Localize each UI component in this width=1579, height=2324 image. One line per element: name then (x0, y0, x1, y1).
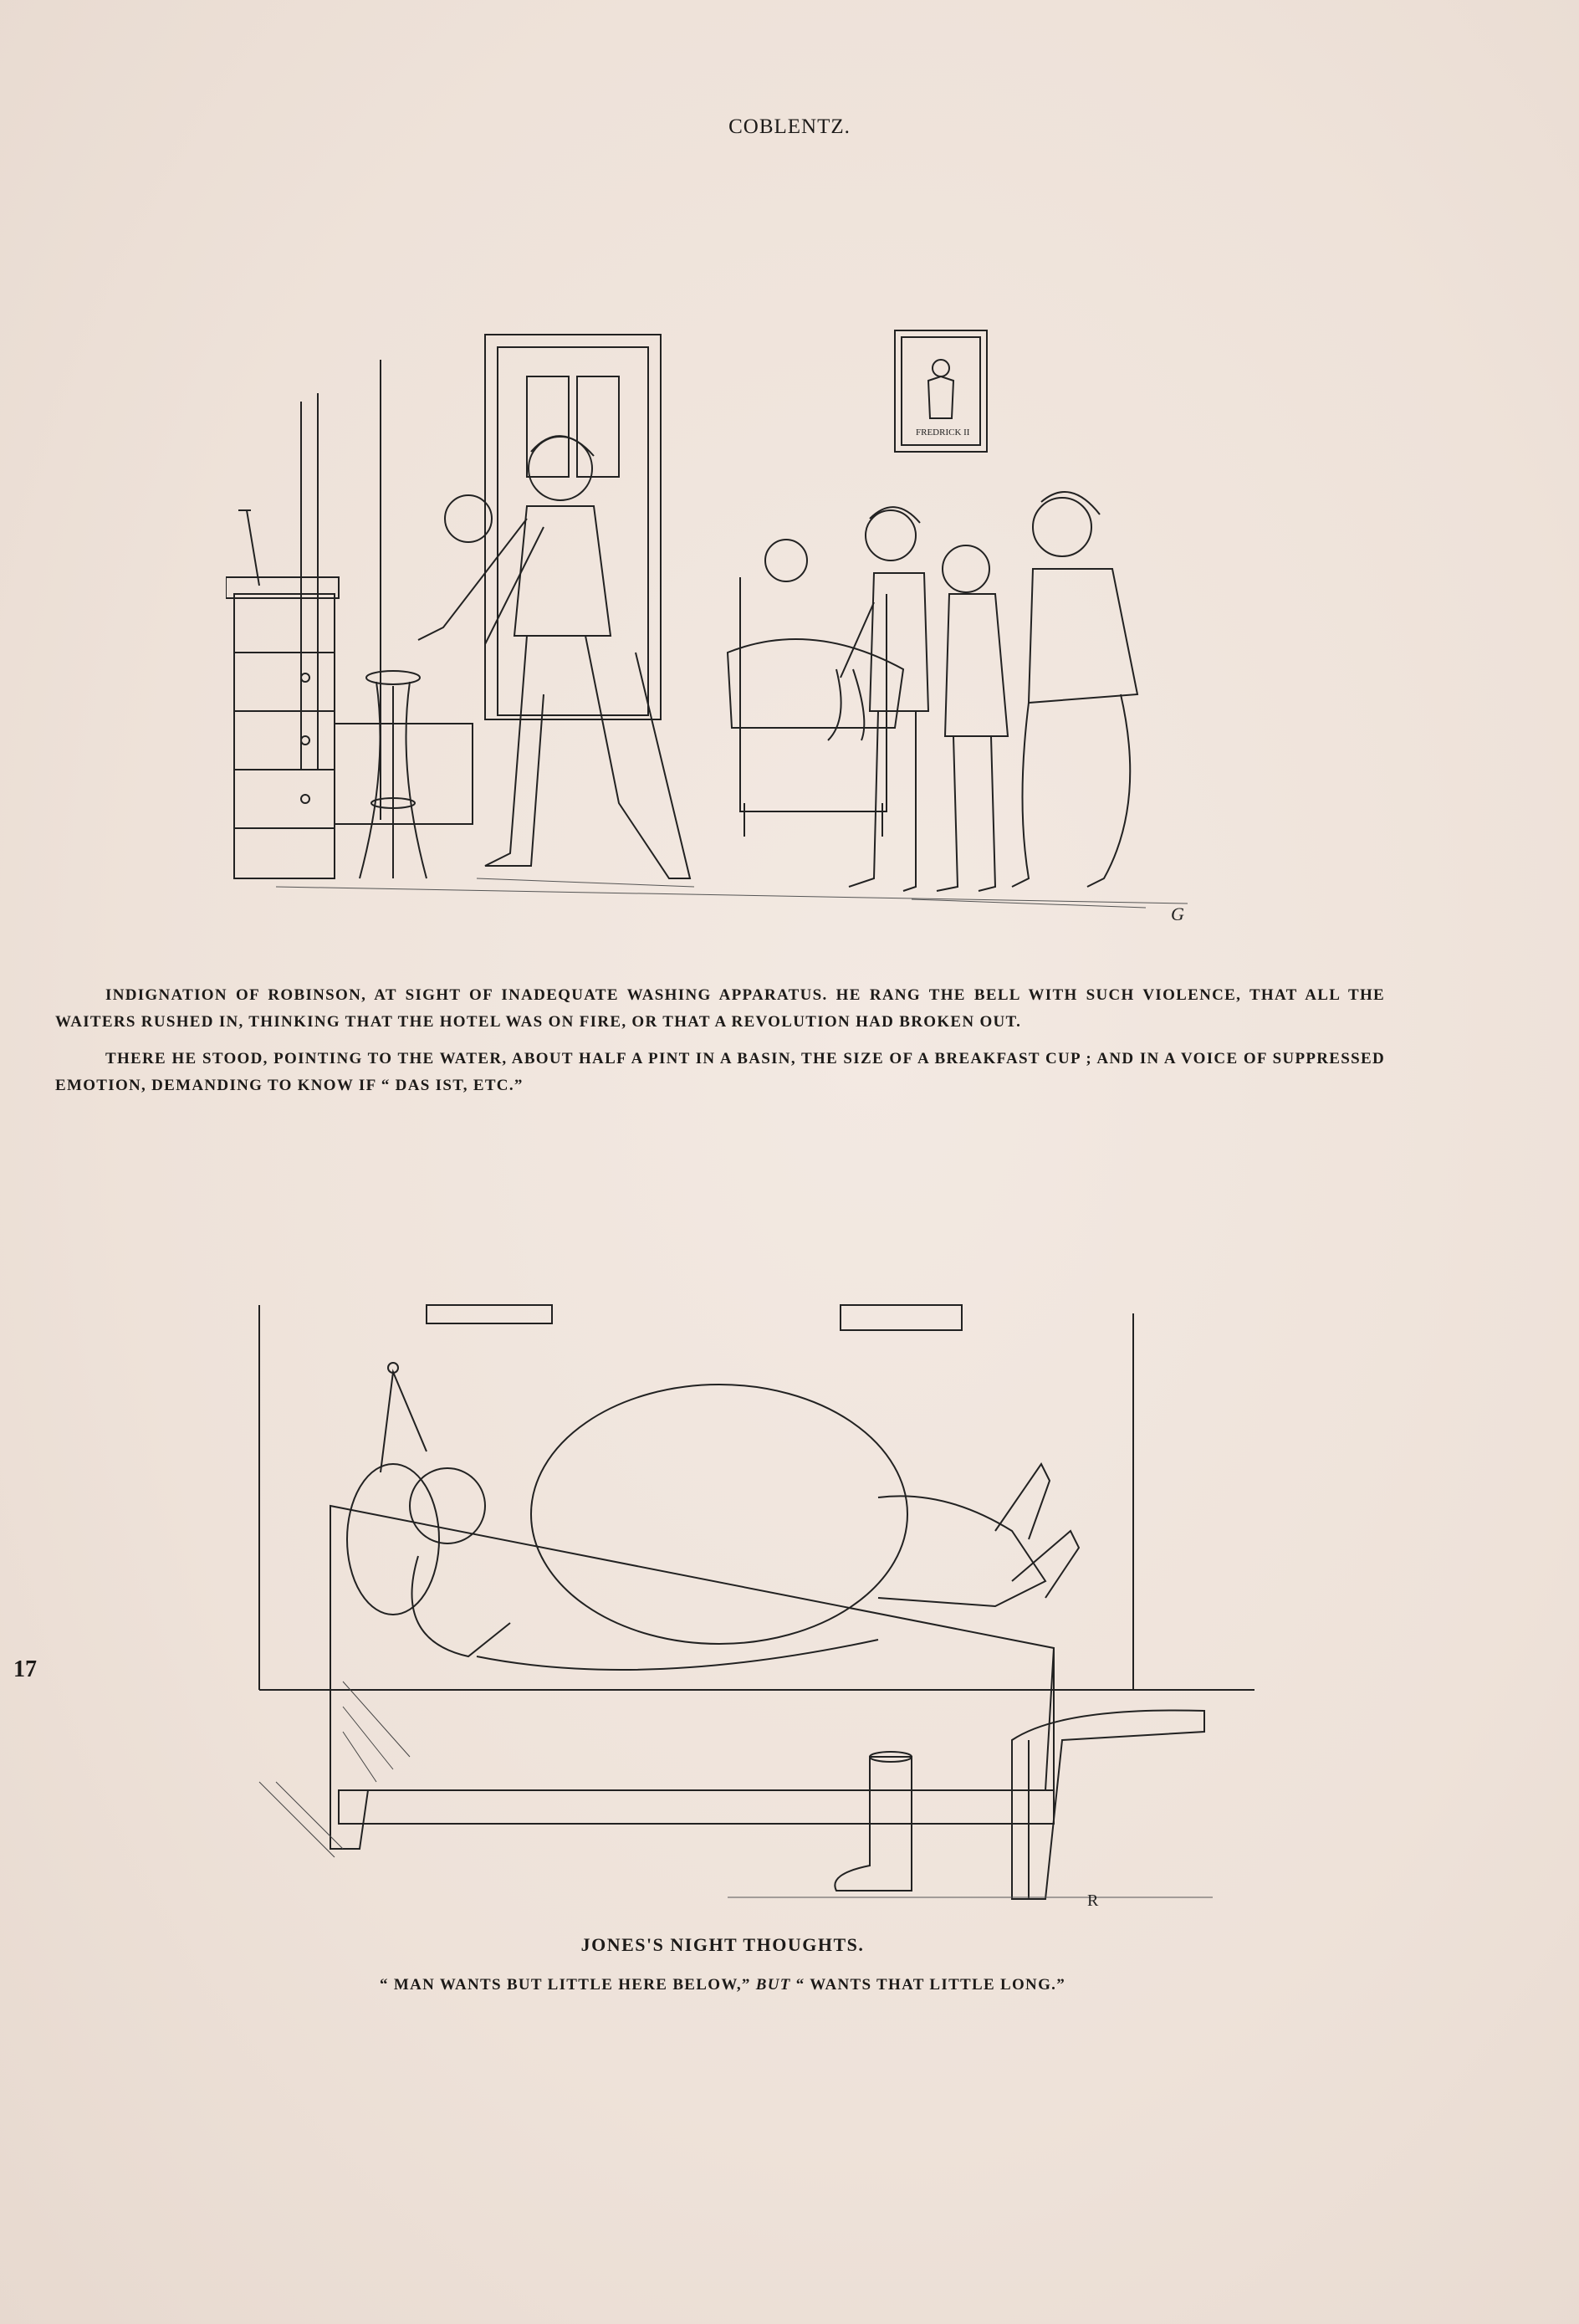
jones-figure (381, 1363, 1079, 1670)
illustration-jones-in-bed (226, 1288, 1263, 1907)
wall-shelf-right (841, 1305, 962, 1330)
waiter-2 (937, 545, 1008, 891)
trunk (335, 724, 473, 824)
washstand (360, 671, 427, 878)
wall-shelf-left (427, 1305, 552, 1323)
quote-part-1: “ MAN WANTS BUT LITTLE HERE BELOW,” (379, 1976, 751, 1994)
caption-quote-jones (0, 1976, 1445, 1994)
robinson-figure (418, 436, 690, 878)
artist-signature-1: G (1171, 903, 1184, 924)
chair (1012, 1710, 1204, 1899)
pillow (347, 1464, 439, 1615)
page-number: 17 (13, 1656, 37, 1682)
artist-signature-2: R (1087, 1891, 1099, 1907)
bed-frame (330, 1506, 1054, 1849)
running-head: COBLENTZ. (728, 115, 851, 138)
quote-part-2: “ WANTS THAT LITTLE LONG.” (795, 1976, 1066, 1994)
illustration-robinson-and-waiters (226, 301, 1229, 937)
caption-paragraph-2: THERE HE STOOD, POINTING TO THE WATER, ABOUT HALF A PINT IN A BASIN, THE SIZE OF A BREAKFAST CUP ; AND IN A VOICE OF SUPPRESSED EMOTION, DEMANDING TO KNOW IF “ DAS IST, ETC.” (55, 1050, 1385, 1094)
floor-hatching (276, 878, 1188, 908)
quote-but: BUT (755, 1976, 791, 1994)
framed-portrait (895, 330, 987, 452)
portrait-caption: FREDRICK II (916, 427, 970, 438)
caption-paragraph-1: INDIGNATION OF ROBINSON, AT SIGHT OF INADEQUATE WASHING APPARATUS. HE RANG THE BELL WITH SUCH VIOLENCE, THAT ALL THE WAITERS RUSHED IN, THINKING THAT THE HOTEL WAS ON FIRE, OR THAT A REVOLUTION HAD BROKEN OUT. (55, 986, 1385, 1031)
waiter-3 (1012, 492, 1137, 887)
door (485, 335, 661, 719)
blanket-mound (531, 1385, 907, 1644)
caption-title-jones: JONES'S NIGHT THOUGHTS. (580, 1934, 865, 1955)
boot (835, 1752, 912, 1891)
bed-shading (259, 1682, 410, 1857)
dresser (226, 510, 339, 878)
waiter-1 (841, 507, 928, 891)
caption-robinson (55, 982, 1385, 1109)
